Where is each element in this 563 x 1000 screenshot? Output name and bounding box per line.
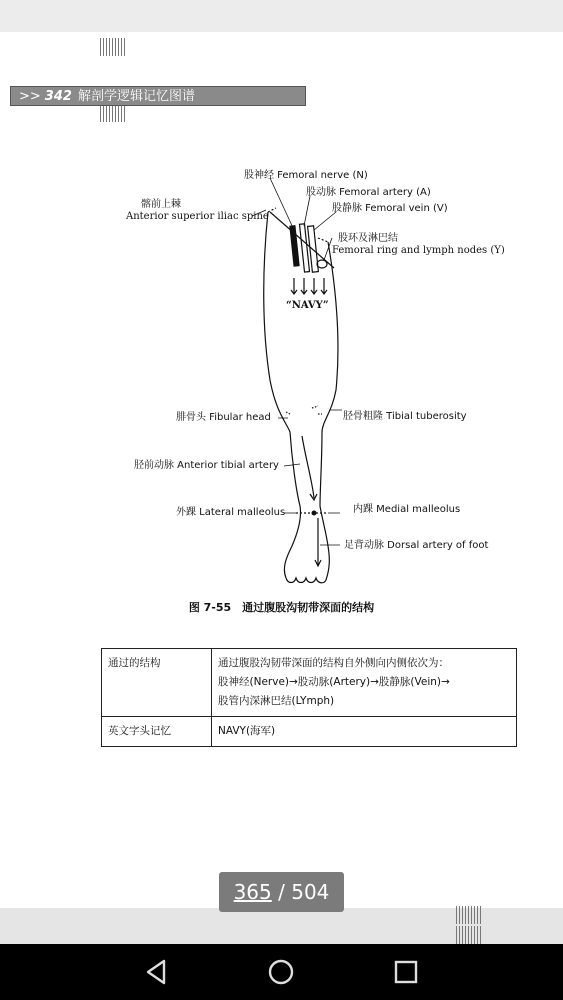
leg-diagram [0,160,563,600]
label-fibular-head: 腓骨头 Fibular head [176,412,271,423]
label-dorsal-artery: 足背动脉 Dorsal artery of foot [344,540,489,551]
dorsal-artery-arrow [315,518,321,566]
total-pages: 504 [291,880,330,904]
back-icon[interactable] [136,952,176,992]
header-page-number: 342 [44,89,72,104]
home-icon[interactable] [261,952,301,992]
current-page[interactable]: 365 [233,880,272,904]
header-book-title: 解剖学逻辑记忆图谱 [77,89,195,104]
header-arrows: >> [19,89,41,104]
label-femoral-artery: 股动脉 Femoral artery (A) [306,187,431,198]
tibial-artery-path [302,436,314,498]
recents-icon[interactable] [386,952,426,992]
print-tick-marks [456,906,482,924]
table-line: 股神经(Nerve)→股动脉(Artery)→股静脉(Vein)→ [218,676,450,688]
android-nav-bar [0,944,563,1000]
malleolus-point [312,511,317,516]
label-navy: “NAVY” [286,300,329,311]
print-tick-marks [456,926,482,944]
table-cell-key: 通过的结构 [102,649,212,717]
label-ring-zh: 股环及淋巴结 [338,233,398,244]
table-line: 通过腹股沟韧带深面的结构自外侧向内侧依次为： [218,657,449,669]
label-asis-zh: 髂前上棘 [141,199,181,210]
leg-outline-lateral [264,212,301,578]
label-asis-en: Anterior superior iliac spine [126,211,269,222]
table-row [102,649,517,717]
label-tibial-tuberosity: 胫骨粗隆 Tibial tuberosity [343,411,467,422]
label-femoral-nerve: 股神经 Femoral nerve (N) [244,170,368,181]
knee-marks [286,406,322,414]
page-indicator[interactable] [219,872,344,912]
table-row [102,717,517,747]
label-medial-malleolus: 内踝 Medial malleolus [353,504,461,515]
label-femoral-vein: 股静脉 Femoral vein (V) [332,203,448,214]
table-cell-value [212,649,517,717]
label-anterior-tibial-artery: 胫前动脉 Anterior tibial artery [134,460,279,471]
navy-arrows [291,278,327,294]
foot-toes [286,578,326,583]
table-cell-value: NAVY(海军) [212,717,517,747]
label-ring-en: Femoral ring and lymph nodes (Y) [332,245,505,256]
figure-caption: 图 7-55 通过腹股沟韧带深面的结构 [188,601,375,614]
table-cell-key: 英文字头记忆 [102,717,212,747]
memory-table [101,648,517,747]
print-tick-marks [100,38,126,56]
page-top-margin [0,0,563,32]
femoral-nerve-shape [290,226,299,266]
page-separator: / [271,880,292,904]
book-header [10,86,306,106]
table-line: 股管内深淋巴结(LYmph) [218,695,335,707]
label-lateral-malleolus: 外踝 Lateral malleolus [176,507,286,518]
